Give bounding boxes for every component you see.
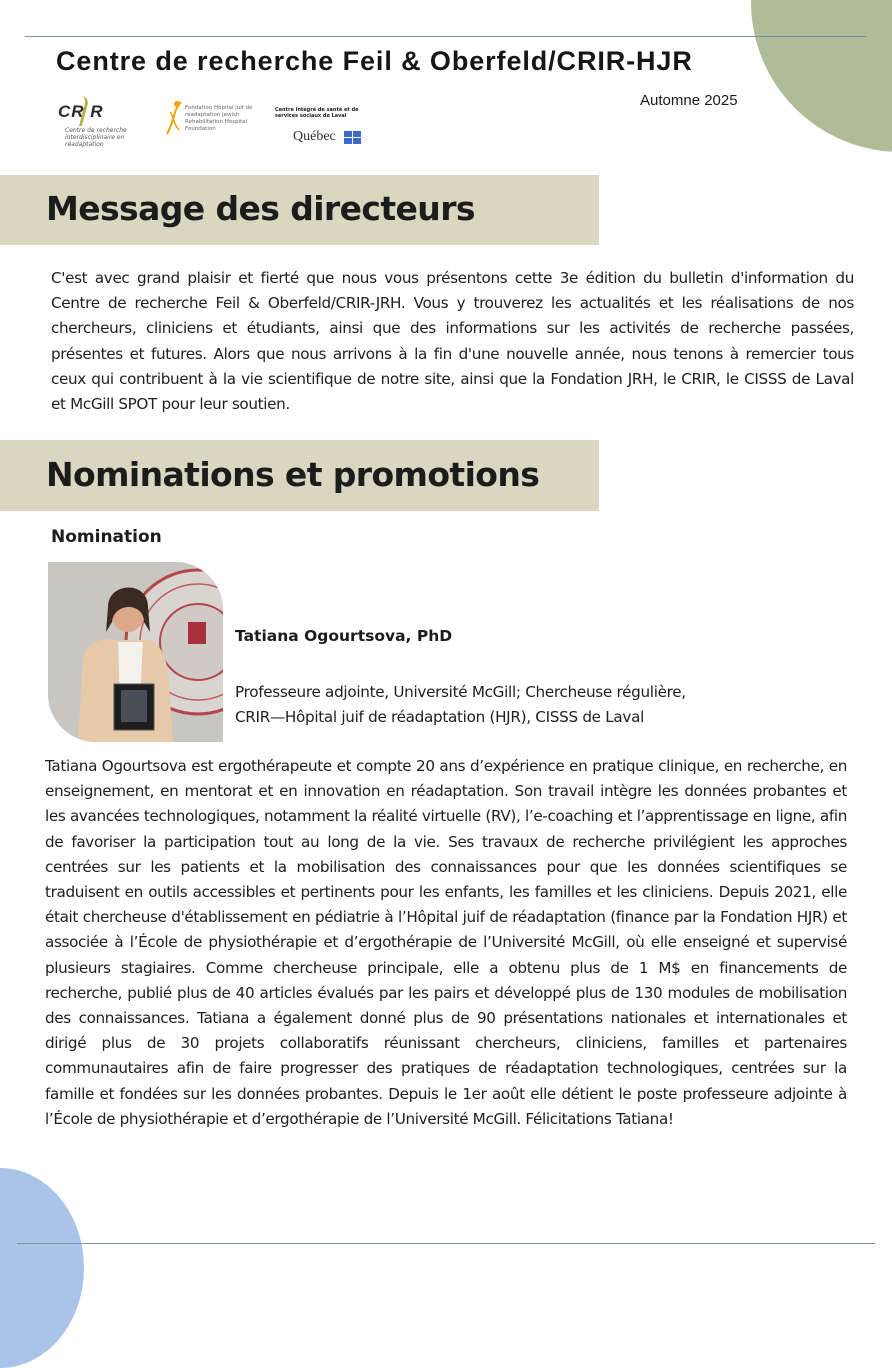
newsletter-title: Centre de recherche Feil & Oberfeld/CRIR-HJR: [56, 46, 693, 76]
issue-date: Automne 2025: [640, 92, 738, 109]
cisss-logo-text: Centre intégré de santé et de services sociaux de Laval: [275, 107, 359, 119]
quebec-flag-icon: [344, 131, 361, 144]
top-divider: [25, 36, 867, 37]
affiliation-line: Professeure adjointe, Université McGill; Chercheuse régulière,: [235, 683, 686, 701]
section-header-directors: [0, 175, 599, 245]
person-photo: [48, 562, 223, 742]
bottom-divider: [17, 1243, 875, 1244]
affiliation-line: CRIR—Hôpital juif de réadaptation (HJR), CISSS de Laval: [235, 708, 645, 726]
quebec-wordmark: Québec: [293, 129, 336, 144]
person-name: Tatiana Ogourtsova, PhD: [235, 627, 453, 645]
section-title: Nominations et promotions: [46, 455, 540, 494]
directors-message: C'est avec grand plaisir et fierté que nous vous présentons cette 3e édition du bulletin d'information du Centre de recherche Feil & Oberfeld/CRIR-JRH. Vous y trouverez les actualités et les réalisations de nos chercheurs, cliniciens et étudiants, ainsi que des informations sur les activités de recherche passées, présentes et futures. Alors que nous arrivons à la fin d'une nouvelle année, nous tenons à remercier tous ceux qui contribuent à la vie scientifique de notre site, ainsi que la Fondation JRH, le CRIR, le CISSS de Laval et McGill SPOT pour leur soutien.: [51, 269, 854, 414]
section-title: Message des directeurs: [46, 189, 475, 228]
person-biography: Tatiana Ogourtsova est ergothérapeute et compte 20 ans d’expérience en pratique clinique, en recherche, en enseignement, en mentorat et en innovation en réadaptation. Son travail intègre les données probantes et les avancées technologiques, notamment la réalité virtuelle (RV), l’e-coaching et l’apprentissage en ligne, afin de favoriser la participation tout au long de la vie. Ses travaux de recherche privilégient les approches centrées sur les patients et la mobilisation des connaissances pour que les données scientifiques se traduisent en outils accessibles et pertinents pour les enfants, les familles et les cliniciens. Depuis 2021, elle était chercheuse d'établissement en pédiatrie à l’Hôpital juif de réadaptation (finance par la Fondation HJR) et associée à l’École de physiothérapie et d’ergothérapie de l’Université McGill, où elle enseigné et supervisé plusieurs stagiaires. Comme chercheuse principale, elle a obtenu plus de 1 M$ en financements de recherche, publié plus de 40 articles évalués par les pairs et développé plus de 130 modules de mobilisation des connaissances. Tatiana a également donné plus de 90 présentations nationales et internationales et dirigé plus de 30 projets collaboratifs réunissant chercheurs, cliniciens, familles et partenaires communautaires afin de faire progresser des pratiques de réadaptation technologiques, centrées sur la famille et fondées sur les données probantes. Depuis le 1er août elle détient le poste professeure adjointe à l’École de physiothérapie et d’ergothérapie de l’Université McGill. Félicitations Tatiana!: [45, 757, 847, 1128]
jrh-figure-icon: [165, 100, 183, 136]
crir-logo-subtitle: Centre de recherche interdisciplinaire en réadaptation: [65, 127, 127, 148]
decorative-blue-circle: [0, 1168, 84, 1368]
person-affiliation: [235, 680, 795, 730]
jrh-logo-text: Fondation Hôpital juif de réadaptation Jewish Rehabilitation Hospital Foundation: [185, 105, 253, 132]
nomination-subheading: Nomination: [51, 527, 162, 547]
crir-logo-wordmark: CR R: [58, 102, 104, 121]
portrait-image: [48, 562, 223, 742]
section-header-nominations: [0, 440, 599, 511]
